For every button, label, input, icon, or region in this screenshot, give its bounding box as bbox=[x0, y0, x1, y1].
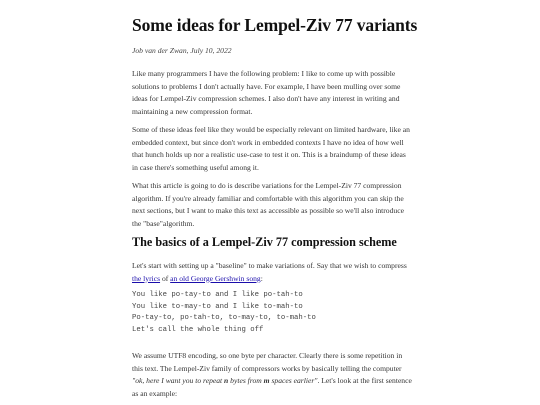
m-var: m bbox=[263, 376, 270, 385]
overview-paragraph: What this article is going to do is describe variations for the Lempel-Ziv 77 compression algorithm. If you're already familiar and comfortable with this algorithm you can skip the next sections, but I want to make this text as accessible as possible so we'll also introduce the "base"algorithm. bbox=[132, 181, 404, 228]
lyrics-link[interactable]: the lyrics bbox=[132, 273, 161, 283]
page-title: Some ideas for Lempel-Ziv 77 variants bbox=[132, 15, 418, 35]
byline: Job van der Zwan, July 10, 2022 bbox=[132, 46, 232, 55]
intro-paragraph: Like many programmers I have the following problem: I like to come up with possible solutions to problems I don't actually have. For example, I have been mulling over some ideas for Lempel-Ziv compression schemes. I also don't have any interest in writing and maintaining a new compression format. bbox=[132, 69, 401, 116]
lyrics-code-block bbox=[132, 290, 316, 336]
song-link[interactable]: an old George Gershwin song bbox=[170, 273, 261, 283]
repeat-quote: "ok, here I want you to repeat n bytes from m spaces earlier" bbox=[132, 376, 318, 385]
baseline-text-start: Let's start with setting up a "baseline" to make variations of. Say that we wish to compress bbox=[132, 261, 407, 270]
lyrics-line: Let's call the whole thing off bbox=[132, 325, 264, 334]
baseline-paragraph bbox=[132, 260, 412, 285]
hardware-paragraph: Some of these ideas feel like they would be especially relevant on limited hardware, like an embedded context, but since don't work in embedded contexts I have no idea of how well that hunch holds up nor a realistic use-case to test it on. This is a braindump of these ideas in case there's something useful among it. bbox=[132, 125, 410, 172]
lyrics-line: Po-tay-to, po-tah-to, to-may-to, to-mah-to bbox=[132, 314, 316, 322]
encoding-paragraph bbox=[132, 350, 412, 400]
lyrics-line: You like to-may-to and I like to-mah-to bbox=[132, 302, 303, 311]
lyrics-line: You like po-tay-to and I like po-tah-to bbox=[132, 291, 303, 299]
n-var: n bbox=[224, 376, 229, 385]
baseline-text-end: : bbox=[260, 273, 263, 283]
encoding-text-end: . Let's look at the first sentence as an example: bbox=[132, 376, 412, 398]
baseline-text-mid: of bbox=[160, 273, 171, 283]
encoding-text-start: We assume UTF8 encoding, so one byte per character. Clearly there is some repetition in this text. The Lempel-Ziv family of compressors works by basically telling the computer bbox=[132, 351, 403, 373]
section-heading: The basics of a Lempel-Ziv 77 compression scheme bbox=[132, 235, 397, 249]
